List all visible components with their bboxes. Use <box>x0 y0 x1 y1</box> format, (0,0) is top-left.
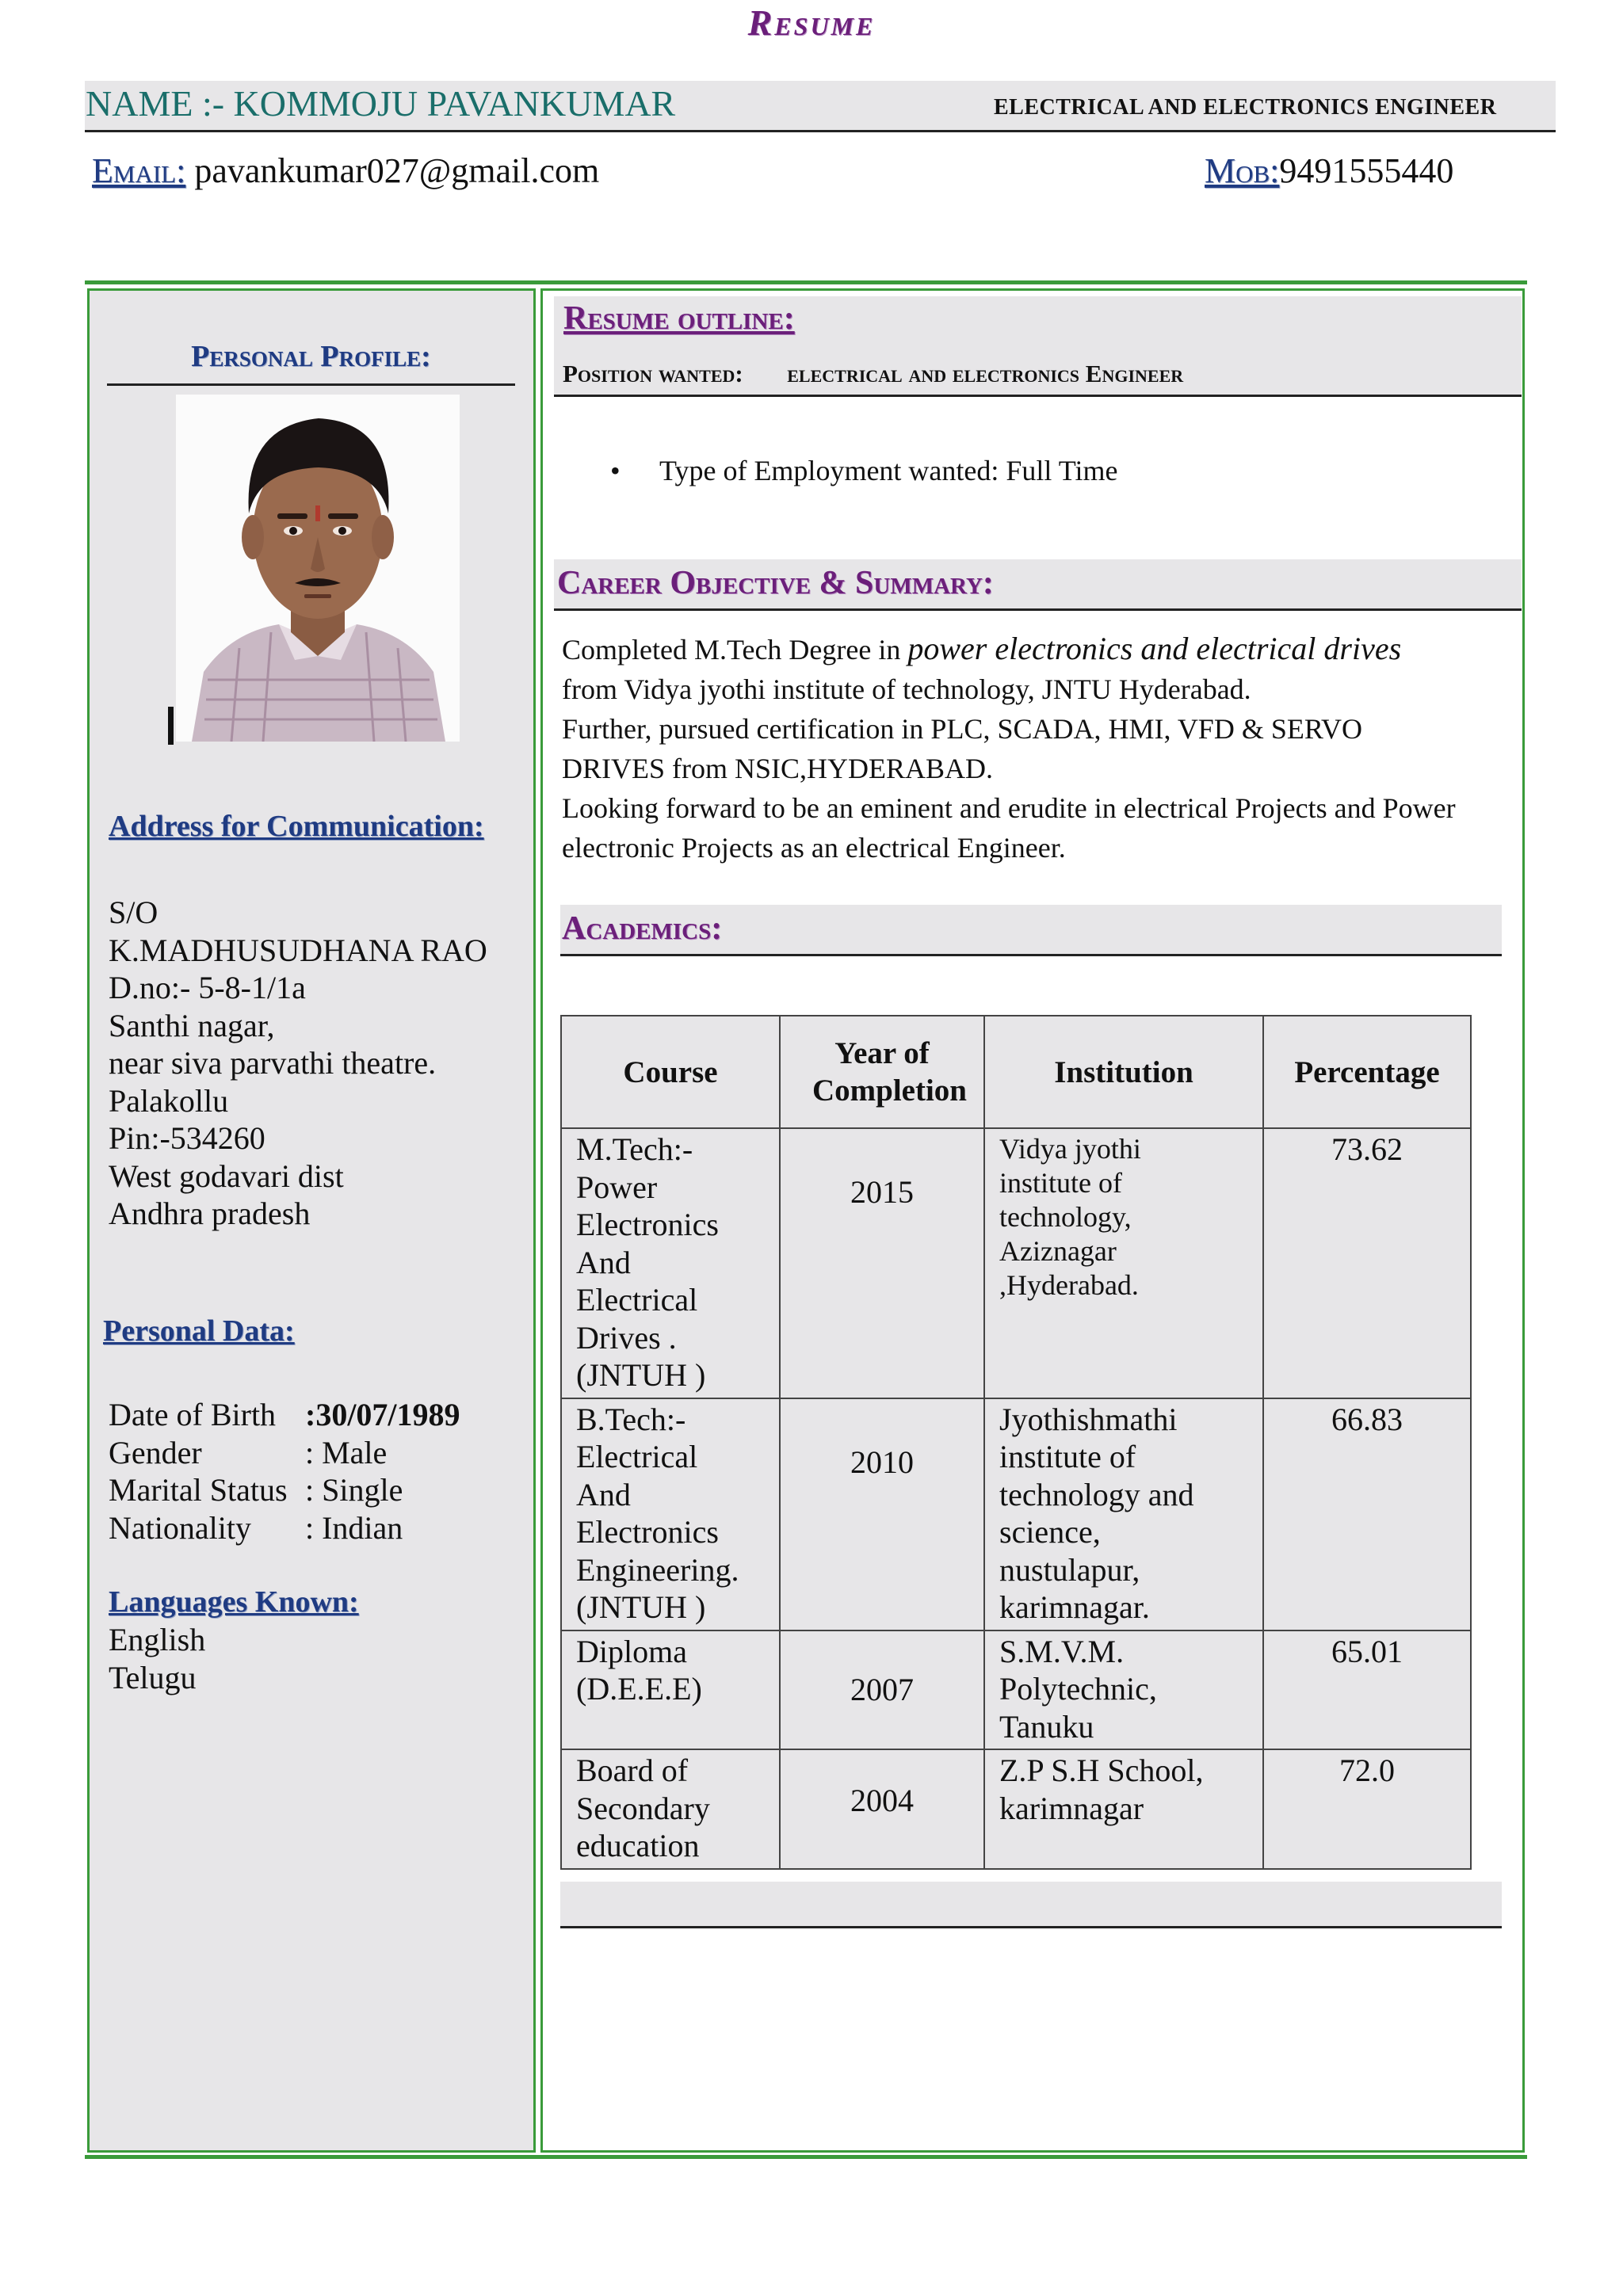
languages-heading: Languages Known: <box>109 1585 359 1619</box>
personal-data-row <box>109 1396 460 1434</box>
personal-profile-heading: Personal Profile: <box>107 339 515 386</box>
percentage-cell: 73.62 <box>1331 1131 1403 1167</box>
employment-type-item <box>610 451 1117 490</box>
resume-outline-heading: Resume outline: <box>563 300 795 337</box>
language-item: English <box>109 1622 206 1657</box>
empty-section-band <box>560 1882 1502 1928</box>
objective-line-start: Completed M.Tech Degree in <box>562 634 908 666</box>
percentage-cell: 72.0 <box>1339 1753 1395 1788</box>
dob-value: :30/07/1989 <box>305 1397 460 1432</box>
year-cell: 2007 <box>850 1671 914 1707</box>
institution-cell: Jyothishmathi institute of technology and science, nustulapur, karimnagar. <box>999 1401 1194 1625</box>
candidate-name: NAME :- KOMMOJU PAVANKUMAR <box>86 83 676 124</box>
address-line: S/O <box>109 894 158 930</box>
institution-cell: Vidya jyothi institute of technology, Aziznagar ,Hyderabad. <box>999 1133 1141 1301</box>
bullet-icon: • <box>610 455 621 486</box>
objective-line <box>562 629 1456 669</box>
candidate-role: ELECTRICAL AND ELECTRONICS ENGINEER <box>994 95 1497 120</box>
address-block <box>109 894 487 1233</box>
table-row <box>561 1749 1471 1869</box>
column-header-year: Year of Completion <box>780 1016 984 1128</box>
table-row <box>561 1630 1471 1750</box>
objective-line: from Vidya jyothi institute of technology, JNTU Hyderabad. <box>562 673 1251 705</box>
objective-line: electronic Projects as an electrical Engineer. <box>562 832 1066 864</box>
address-line: West godavari dist <box>109 1158 344 1194</box>
objective-line: Looking forward to be an eminent and erudite in electrical Projects and Power <box>562 792 1456 824</box>
gender-value: : Male <box>305 1434 388 1470</box>
mobile-label: Mob: <box>1205 151 1280 190</box>
table-row <box>561 1398 1471 1630</box>
email-value[interactable]: pavankumar027@gmail.com <box>194 151 600 190</box>
percentage-cell: 66.83 <box>1331 1401 1403 1437</box>
percentage-cell: 65.01 <box>1331 1633 1403 1669</box>
personal-data-heading: Personal Data: <box>103 1314 295 1348</box>
table-header-row <box>561 1016 1471 1128</box>
dob-label: Date of Birth <box>109 1397 277 1432</box>
personal-data-row <box>109 1434 460 1472</box>
position-wanted-value: electrical and electronics Engineer <box>787 360 1184 387</box>
year-cell: 2004 <box>850 1783 914 1818</box>
year-cell: 2010 <box>850 1444 914 1480</box>
position-wanted-label: Position wanted: <box>563 360 743 387</box>
gender-label: Gender <box>109 1434 202 1470</box>
academics-table <box>560 1015 1472 1870</box>
course-cell: B.Tech:- Electrical And Electronics Engineering. (JNTUH ) <box>576 1401 739 1625</box>
mobile-row <box>1205 151 1453 191</box>
photo-edge-mark <box>168 707 174 745</box>
column-header-percentage: Percentage <box>1263 1016 1471 1128</box>
address-heading: Address for Communication: <box>109 810 484 843</box>
column-header-institution: Institution <box>984 1016 1263 1128</box>
marital-status-value: : Single <box>305 1472 403 1508</box>
course-cell: Diploma (D.E.E.E) <box>576 1633 702 1707</box>
objective-text <box>562 629 1456 868</box>
institution-cell: Z.P S.H School, karimnagar <box>999 1753 1204 1826</box>
objective-line: DRIVES from NSIC,HYDERABAD. <box>562 753 994 784</box>
frame-top-rule <box>85 280 1527 284</box>
personal-data-row <box>109 1509 460 1547</box>
languages-list <box>109 1621 205 1696</box>
personal-data-list <box>109 1396 460 1547</box>
course-cell: Board of Secondary education <box>576 1753 710 1863</box>
address-line: Palakollu <box>109 1082 229 1119</box>
profile-photo <box>176 395 460 742</box>
address-line: D.no:- 5-8-1/1a <box>109 970 306 1005</box>
institution-cell: S.M.V.M. Polytechnic, Tanuku <box>999 1633 1157 1745</box>
objective-line: Further, pursued certification in PLC, SCADA, HMI, VFD & SERVO <box>562 713 1362 745</box>
address-line: Santhi nagar, <box>109 1007 275 1043</box>
address-line: near siva parvathi theatre. <box>109 1045 437 1081</box>
address-line: K.MADHUSUDHANA RAO <box>109 932 487 968</box>
nationality-value: : Indian <box>305 1509 403 1546</box>
email-row <box>92 151 599 191</box>
objective-specialization: power electronics and electrical drives <box>907 631 1402 666</box>
address-line: Andhra pradesh <box>109 1196 311 1231</box>
marital-status-label: Marital Status <box>109 1472 288 1508</box>
course-cell: M.Tech:- Power Electronics And Electrical Drives . (JNTUH ) <box>576 1131 719 1393</box>
table-row <box>561 1128 1471 1398</box>
nationality-label: Nationality <box>109 1509 251 1546</box>
academics-heading: Academics: <box>562 910 723 947</box>
email-label: Email: <box>92 151 186 190</box>
career-objective-heading: Career Objective & Summary: <box>557 565 994 601</box>
personal-data-row <box>109 1471 460 1509</box>
frame-bottom-rule <box>85 2155 1527 2159</box>
year-cell: 2015 <box>850 1174 914 1210</box>
resume-title: Resume <box>747 2 876 43</box>
position-wanted-row <box>563 360 1183 388</box>
employment-type-text: Type of Employment wanted: Full Time <box>659 455 1118 486</box>
mobile-value: 9491555440 <box>1279 151 1454 190</box>
address-line: Pin:-534260 <box>109 1120 265 1156</box>
column-header-course: Course <box>561 1016 780 1128</box>
language-item: Telugu <box>109 1659 197 1695</box>
